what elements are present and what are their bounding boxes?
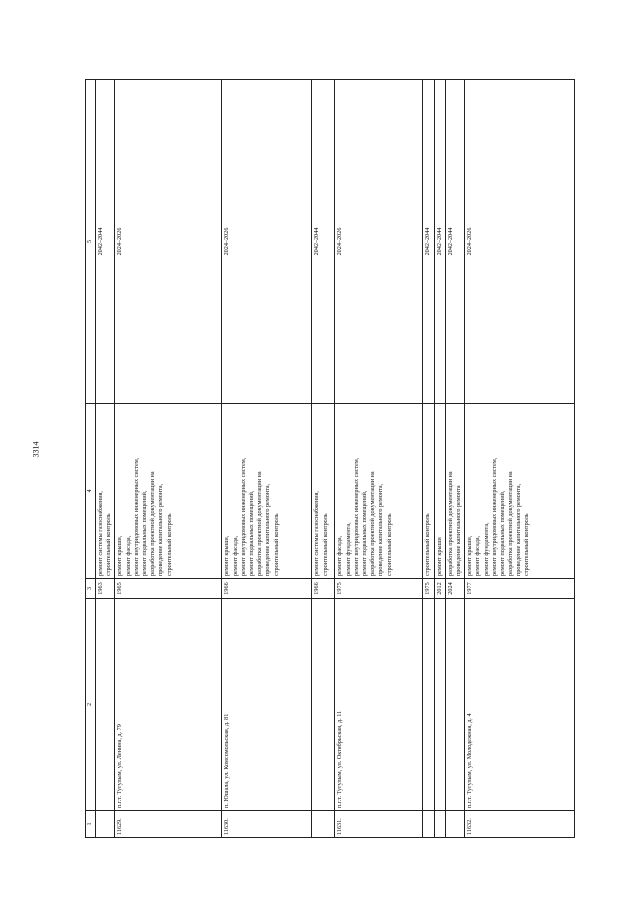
row-works: [335, 404, 423, 579]
row-period: 2024–2026: [222, 80, 312, 404]
work-item: ремонт подвальных помещений,: [498, 490, 506, 576]
header-col-2: 2: [86, 599, 96, 811]
work-item: ремонт системы газоснабжения,: [313, 491, 321, 576]
row-year: 2012: [434, 579, 445, 599]
work-item: ремонт подвальных помещений,: [140, 490, 148, 576]
work-item: разработка проектной документации на: [446, 471, 454, 576]
table-row: [312, 80, 335, 838]
header-row: [86, 80, 96, 838]
row-year: 1977: [465, 579, 575, 599]
work-item: ремонт крыши: [435, 537, 443, 576]
row-year: 1975: [335, 579, 423, 599]
row-period: 2024–2026: [465, 80, 575, 404]
work-item: строительный контроль: [523, 513, 531, 576]
row-number: [423, 811, 434, 838]
table-row: [423, 80, 434, 838]
work-item: ремонт крыши,: [223, 535, 231, 576]
row-address: п.г.т. Тугулым, ул. Октябрьская, д. 11: [335, 599, 423, 811]
table-row: [445, 80, 464, 838]
work-item: строительный контроль: [105, 513, 113, 576]
row-works: [434, 404, 445, 579]
row-address: [312, 599, 335, 811]
work-item: разработка проектной документации на: [256, 471, 264, 576]
row-works: [96, 404, 115, 579]
row-period: 2042–2044: [312, 80, 335, 404]
row-number: 11632.: [465, 811, 575, 838]
row-address: [96, 599, 115, 811]
table-row: [465, 80, 575, 838]
work-item: ремонт внутридомовых инженерных систем,: [132, 457, 140, 576]
row-period: 2024–2026: [115, 80, 222, 404]
row-year: 1963: [96, 579, 115, 599]
header-col-5: 5: [86, 80, 96, 404]
work-item: разработка проектной документации на: [369, 471, 377, 576]
work-item: ремонт крыши,: [116, 535, 124, 576]
table-row: [222, 80, 312, 838]
work-item: проведение капитального ремонта: [454, 485, 462, 576]
work-item: разработка проектной документации на: [507, 471, 515, 576]
row-year: 1965: [115, 579, 222, 599]
row-works: [312, 404, 335, 579]
work-item: ремонт фасада,: [124, 535, 132, 576]
row-works: [115, 404, 222, 579]
work-item: ремонт системы газоснабжения,: [97, 491, 104, 576]
page-number: 3314: [31, 441, 41, 458]
rotated-table-wrapper: [85, 80, 565, 838]
row-year: 1966: [222, 579, 312, 599]
row-period: 2042–2044: [445, 80, 464, 404]
row-works: [222, 404, 312, 579]
row-works: [423, 404, 434, 579]
row-number: [445, 811, 464, 838]
row-period: 2042–2044: [434, 80, 445, 404]
row-period: 2042–2044: [96, 80, 115, 404]
work-item: ремонт фасада,: [231, 535, 239, 576]
work-item: ремонт подвальных помещений,: [247, 490, 255, 576]
row-address: п.г.т. Тугулым, ул. Молодежная, д. 4: [465, 599, 575, 811]
work-item: ремонт внутридомовых инженерных систем,: [490, 457, 498, 576]
work-item: проведение капитального ремонта,: [157, 483, 165, 576]
row-number: 11630.: [222, 811, 312, 838]
row-number: [96, 811, 115, 838]
work-item: проведение капитального ремонта,: [264, 483, 272, 576]
table-row: [96, 80, 115, 838]
row-year: 1975: [423, 579, 434, 599]
work-item: ремонт внутридомовых инженерных систем,: [239, 457, 247, 576]
work-item: проведение капитального ремонта,: [377, 483, 385, 576]
table-body: [96, 80, 575, 838]
work-item: проведение капитального ремонта,: [515, 483, 523, 576]
row-address: [445, 599, 464, 811]
work-item: строительный контроль: [272, 513, 280, 576]
row-period: 2042–2044: [423, 80, 434, 404]
table-row: [115, 80, 222, 838]
row-number: 11631.: [335, 811, 423, 838]
header-col-1: 1: [86, 811, 96, 838]
repair-schedule-table: [85, 79, 575, 838]
row-address: п. Юшала, ул. Комсомольская, д. 81: [222, 599, 312, 811]
work-item: ремонт фасада,: [474, 535, 482, 576]
table-row: [335, 80, 423, 838]
row-address: [423, 599, 434, 811]
work-item: ремонт крыши,: [466, 535, 474, 576]
row-number: 11629.: [115, 811, 222, 838]
header-col-3: 3: [86, 579, 96, 599]
row-works: [445, 404, 464, 579]
work-item: строительный контроль: [321, 513, 329, 576]
row-number: [434, 811, 445, 838]
table-row: [434, 80, 445, 838]
work-item: разработка проектной документации на: [149, 471, 157, 576]
row-works: [465, 404, 575, 579]
row-address: п.г.т. Тугулым, ул. Ленина, д. 79: [115, 599, 222, 811]
row-year: 2024: [445, 579, 464, 599]
row-year: 1966: [312, 579, 335, 599]
work-item: ремонт подвальных помещений,: [360, 490, 368, 576]
header-col-4: 4: [86, 404, 96, 579]
work-item: ремонт фундамента,: [482, 522, 490, 576]
work-item: ремонт внутридомовых инженерных систем,: [352, 457, 360, 576]
row-address: [434, 599, 445, 811]
work-item: строительный контроль: [165, 513, 173, 576]
row-period: 2024–2026: [335, 80, 423, 404]
row-number: [312, 811, 335, 838]
work-item: ремонт фасада,: [336, 535, 344, 576]
work-item: строительный контроль: [424, 513, 432, 576]
work-item: ремонт фундамента,: [344, 522, 352, 576]
work-item: строительный контроль: [385, 513, 393, 576]
